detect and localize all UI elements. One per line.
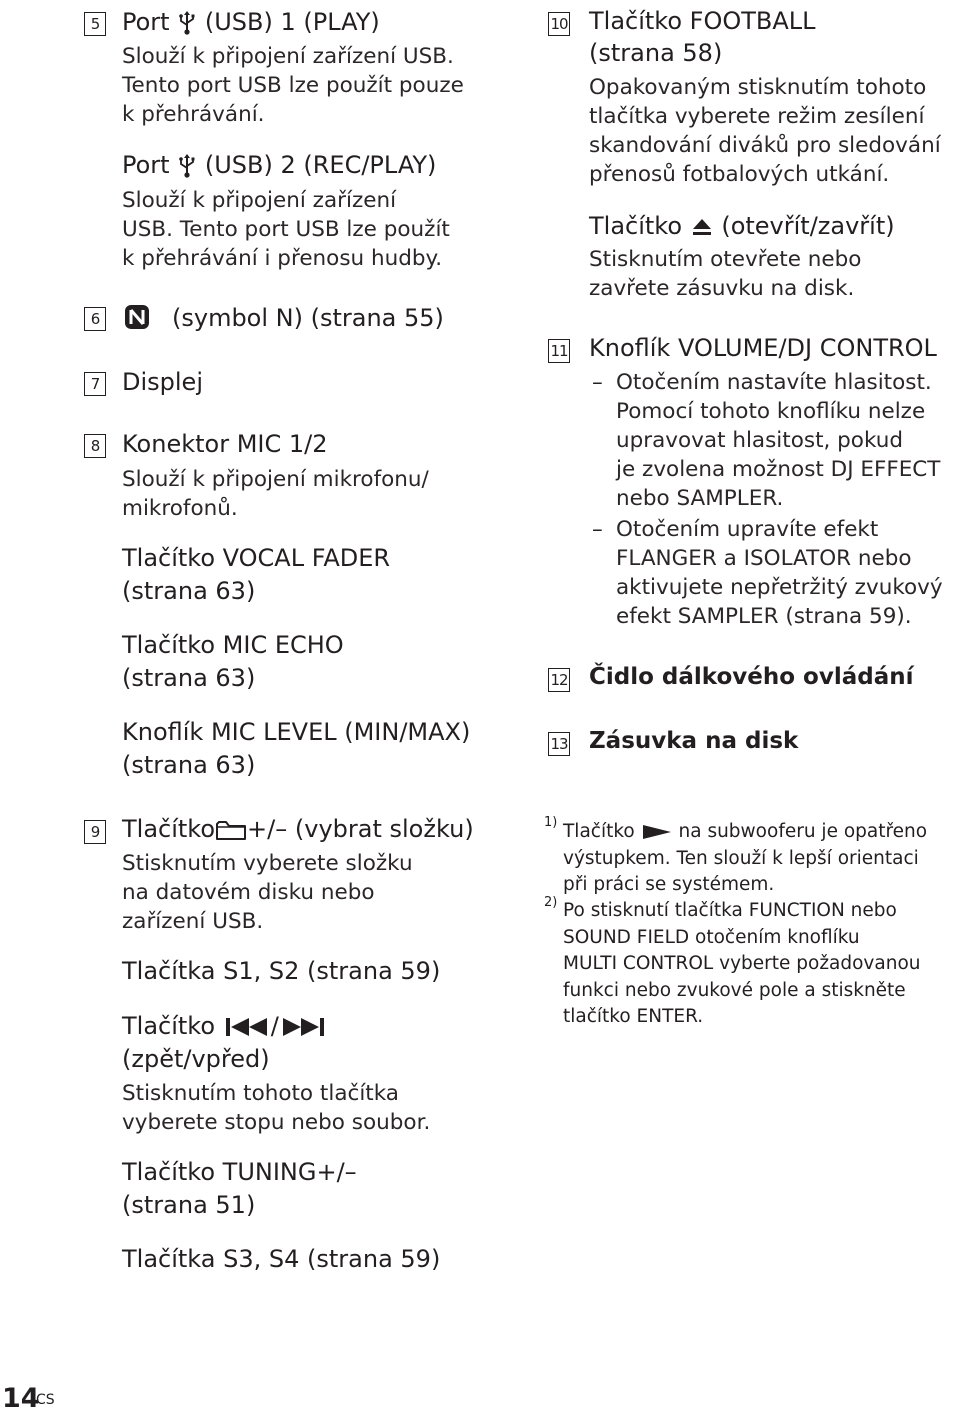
bullet-dash-1: – <box>592 370 603 395</box>
mic-heading: Konektor MIC 1/2 <box>122 430 328 458</box>
eject-post: (otevřít/zavřít) <box>721 212 895 240</box>
level-heading-1: Knoflík MIC LEVEL (MIN/MAX) <box>122 718 471 746</box>
skip-desc-2: vyberete stopu nebo soubor. <box>122 1110 431 1135</box>
item-number-12: 12 <box>548 668 570 692</box>
bullet-dash-2: – <box>592 517 603 542</box>
folder-desc-2: na datovém disku nebo <box>122 880 375 905</box>
nfc-heading: (symbol N) (strana 55) <box>172 304 444 332</box>
item-number-11: 11 <box>548 339 570 363</box>
skip-heading-2: (zpět/vpřed) <box>122 1045 270 1073</box>
echo-heading-1: Tlačítko MIC ECHO <box>122 631 344 659</box>
skip-pre: Tlačítko <box>122 1012 216 1040</box>
footnote-2-line-4: funkci nebo zvukové pole a stiskněte <box>563 980 906 1001</box>
footnote-2-mark: 2) <box>544 895 558 910</box>
footnote-2-line-5: tlačítko ENTER. <box>563 1006 704 1027</box>
usb1-post: (USB) 1 (PLAY) <box>204 8 380 36</box>
usb1-desc-1: Slouží k připojení zařízení USB. <box>122 44 454 69</box>
footnote-2-line-3: MULTI CONTROL vyberte požadovanou <box>563 953 921 974</box>
item-number-6: 6 <box>84 307 106 331</box>
eject-heading <box>589 210 895 243</box>
skip-heading <box>122 1010 327 1043</box>
football-heading-2: (strana 58) <box>589 39 723 67</box>
level-heading-2: (strana 63) <box>122 751 256 779</box>
volume-b2-3: aktivujete nepřetržitý zvukový <box>616 575 943 600</box>
play-icon <box>641 823 673 841</box>
item-number-13: 13 <box>548 732 570 756</box>
vocal-heading-1: Tlačítko VOCAL FADER <box>122 544 391 572</box>
football-desc-3: skandování diváků pro sledování <box>589 133 941 158</box>
fn1-post: na subwooferu je opatřeno <box>678 821 928 842</box>
volume-b1-2: Pomocí tohoto knoflíku nelze <box>616 399 926 424</box>
prev-icon <box>223 1016 271 1038</box>
usb2-desc-2: USB. Tento port USB lze použít <box>122 217 450 242</box>
eject-pre: Tlačítko <box>589 212 683 240</box>
fn1-pre: Tlačítko <box>563 821 635 842</box>
volume-b2-1: Otočením upravíte efekt <box>616 517 879 542</box>
item-number-10: 10 <box>548 12 570 36</box>
volume-b2-2: FLANGER a ISOLATOR nebo <box>616 546 912 571</box>
mic-desc-1: Slouží k připojení mikrofonu/ <box>122 467 429 492</box>
usb1-desc-3: k přehrávání. <box>122 102 265 127</box>
volume-heading: Knoflík VOLUME/DJ CONTROL <box>589 334 937 362</box>
eject-desc-1: Stisknutím otevřete nebo <box>589 247 862 272</box>
football-heading-1: Tlačítko FOOTBALL <box>589 7 816 35</box>
page-number: 14 <box>2 1383 40 1414</box>
s12-heading: Tlačítka S1, S2 (strana 59) <box>122 957 441 985</box>
usb2-desc-3: k přehrávání i přenosu hudby. <box>122 246 443 271</box>
folder-heading <box>122 813 474 846</box>
footnote-2-line-2: SOUND FIELD otočením knoflíku <box>563 927 860 948</box>
item-number-5: 5 <box>84 12 106 36</box>
s34-heading: Tlačítka S3, S4 (strana 59) <box>122 1245 441 1273</box>
usb-icon <box>177 153 197 179</box>
skip-slash: / <box>270 1012 279 1040</box>
usb-icon <box>177 10 197 36</box>
item-number-9: 9 <box>84 820 106 844</box>
usb1-pre: Port <box>122 8 170 36</box>
usb2-heading <box>122 149 436 182</box>
footnote-2-line-1: Po stisknutí tlačítka FUNCTION nebo <box>563 900 897 921</box>
footnote-1-line-1 <box>563 819 927 846</box>
usb1-desc-2: Tento port USB lze použít pouze <box>122 73 464 98</box>
volume-b2-4: efekt SAMPLER (strana 59). <box>616 604 912 629</box>
echo-heading-2: (strana 63) <box>122 664 256 692</box>
usb2-desc-1: Slouží k připojení zařízení <box>122 188 397 213</box>
item-number-7: 7 <box>84 372 106 396</box>
n-mark-icon <box>124 304 150 330</box>
football-desc-2: tlačítka vyberete režim zesílení <box>589 104 925 129</box>
next-icon <box>279 1016 327 1038</box>
tray-heading: Zásuvka na disk <box>589 728 799 754</box>
folder-icon <box>215 818 247 842</box>
volume-b1-4: je zvolena možnost DJ EFFECT <box>616 457 941 482</box>
volume-b1-1: Otočením nastavíte hlasitost. <box>616 370 932 395</box>
vocal-heading-2: (strana 63) <box>122 577 256 605</box>
usb1-heading <box>122 6 380 39</box>
page-language-code: CS <box>36 1392 55 1408</box>
folder-post: +/– (vybrat složku) <box>247 815 474 843</box>
tuning-heading-2: (strana 51) <box>122 1191 256 1219</box>
eject-icon <box>690 216 714 238</box>
football-desc-1: Opakovaným stisknutím tohoto <box>589 75 927 100</box>
item-number-8: 8 <box>84 434 106 458</box>
folder-desc-1: Stisknutím vyberete složku <box>122 851 413 876</box>
skip-desc-1: Stisknutím tohoto tlačítka <box>122 1081 399 1106</box>
folder-pre: Tlačítko <box>122 815 216 843</box>
mic-desc-2: mikrofonů. <box>122 496 238 521</box>
volume-b1-3: upravovat hlasitost, pokud <box>616 428 904 453</box>
usb2-pre: Port <box>122 151 170 179</box>
sensor-heading: Čidlo dálkového ovládání <box>589 664 914 690</box>
footnote-1-line-3: při práci se systémem. <box>563 874 775 895</box>
usb2-post: (USB) 2 (REC/PLAY) <box>204 151 437 179</box>
football-desc-4: přenosů fotbalových utkání. <box>589 162 890 187</box>
volume-b1-5: nebo SAMPLER. <box>616 486 784 511</box>
eject-desc-2: zavřete zásuvku na disk. <box>589 276 855 301</box>
folder-desc-3: zařízení USB. <box>122 909 264 934</box>
footnote-1-mark: 1) <box>544 815 558 830</box>
display-heading: Displej <box>122 368 203 396</box>
tuning-heading-1: Tlačítko TUNING+/– <box>122 1158 357 1186</box>
footnote-1-line-2: výstupkem. Ten slouží k lepší orientaci <box>563 848 919 869</box>
